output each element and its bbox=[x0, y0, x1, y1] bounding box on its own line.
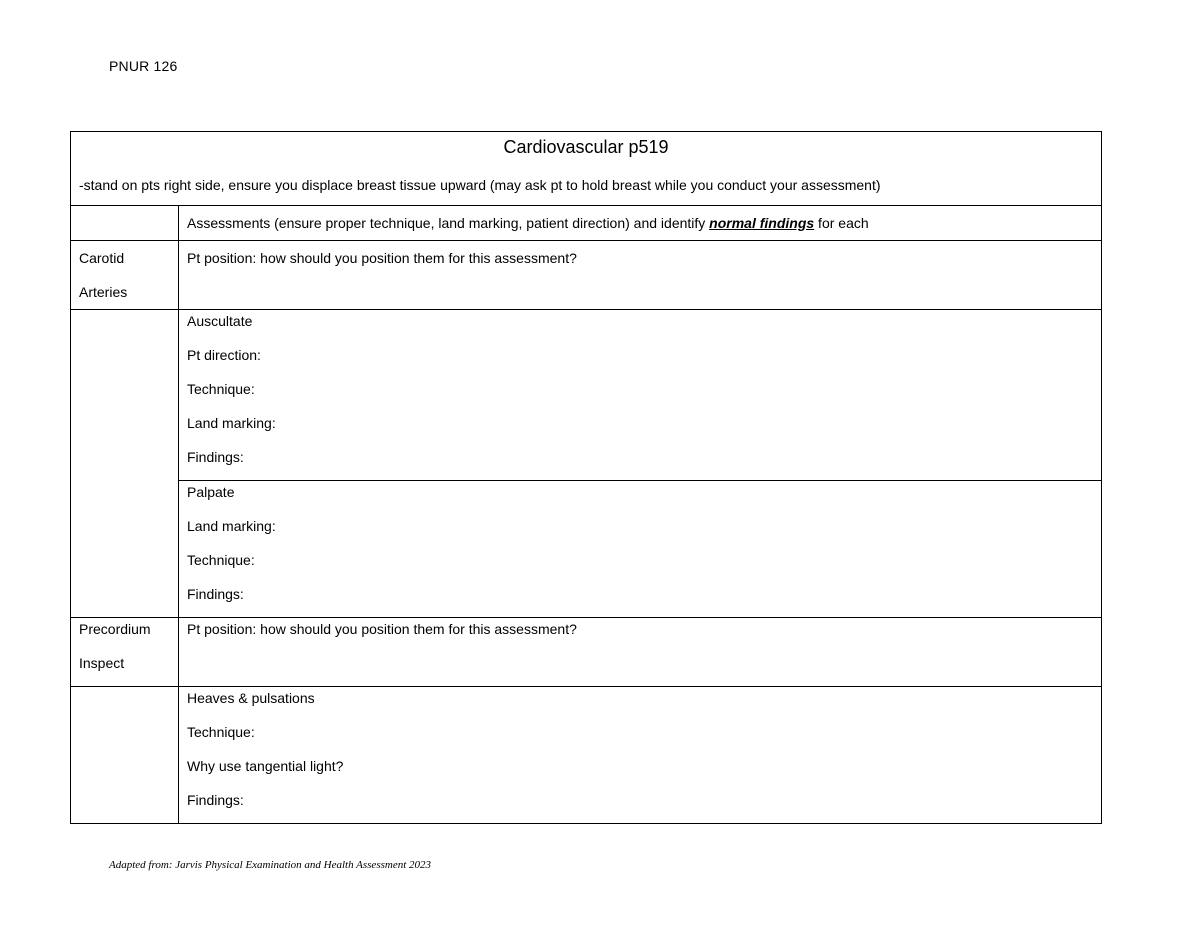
table-title: Cardiovascular p519 bbox=[503, 137, 669, 157]
precordium-label-line2: Inspect bbox=[79, 655, 125, 671]
palpate-row bbox=[71, 481, 1102, 618]
auscultate-land-marking: Land marking: bbox=[187, 415, 276, 431]
table-subtitle: -stand on pts right side, ensure you displace breast tissue upward (may ask pt to hold breast while you conduct your assessment) bbox=[79, 177, 881, 193]
palpate-technique: Technique: bbox=[187, 552, 255, 568]
palpate-heading: Palpate bbox=[187, 484, 235, 500]
auscultate-findings: Findings: bbox=[187, 449, 244, 465]
heaves-findings: Findings: bbox=[187, 792, 244, 808]
footer-attribution: Adapted from: Jarvis Physical Examination and Health Assessment 2023 bbox=[109, 859, 432, 871]
auscultate-cell bbox=[179, 310, 1102, 481]
header-emphasis: normal findings bbox=[709, 215, 815, 231]
auscultate-heading: Auscultate bbox=[187, 313, 253, 329]
precordium-row bbox=[71, 618, 1102, 687]
carotid-position-cell bbox=[179, 241, 1102, 310]
precordium-empty-label-cell bbox=[71, 687, 179, 824]
heaves-technique: Technique: bbox=[187, 724, 255, 740]
title-cell bbox=[71, 132, 1102, 206]
carotid-row bbox=[71, 241, 1102, 310]
header-suffix: for each bbox=[814, 215, 869, 231]
title-row bbox=[71, 132, 1102, 206]
palpate-cell bbox=[179, 481, 1102, 618]
course-code: PNUR 126 bbox=[109, 58, 178, 74]
auscultate-pt-direction: Pt direction: bbox=[187, 347, 261, 363]
assessments-header-cell bbox=[179, 206, 1102, 241]
carotid-label-line2: Arteries bbox=[79, 284, 128, 300]
column-header-row bbox=[71, 206, 1102, 241]
precordium-label-cell bbox=[71, 618, 179, 687]
precordium-label-line1: Precordium bbox=[79, 621, 151, 637]
precordium-position-cell bbox=[179, 618, 1102, 687]
precordium-position-prompt: Pt position: how should you position them for this assessment? bbox=[187, 621, 577, 637]
carotid-position-prompt: Pt position: how should you position them for this assessment? bbox=[187, 250, 577, 266]
carotid-label-cell bbox=[71, 241, 179, 310]
heaves-heading: Heaves & pulsations bbox=[187, 690, 315, 706]
header-prefix: Assessments (ensure proper technique, land marking, patient direction) and identify bbox=[187, 215, 710, 231]
carotid-empty-label-cell bbox=[71, 310, 179, 618]
auscultate-technique: Technique: bbox=[187, 381, 255, 397]
palpate-findings: Findings: bbox=[187, 586, 244, 602]
heaves-tangential-light: Why use tangential light? bbox=[187, 758, 344, 774]
auscultate-row bbox=[71, 310, 1102, 481]
assessment-table bbox=[70, 131, 1102, 824]
palpate-land-marking: Land marking: bbox=[187, 518, 276, 534]
heaves-cell bbox=[179, 687, 1102, 824]
heaves-row bbox=[71, 687, 1102, 824]
carotid-label-line1: Carotid bbox=[79, 250, 125, 266]
empty-header-cell bbox=[71, 206, 179, 241]
